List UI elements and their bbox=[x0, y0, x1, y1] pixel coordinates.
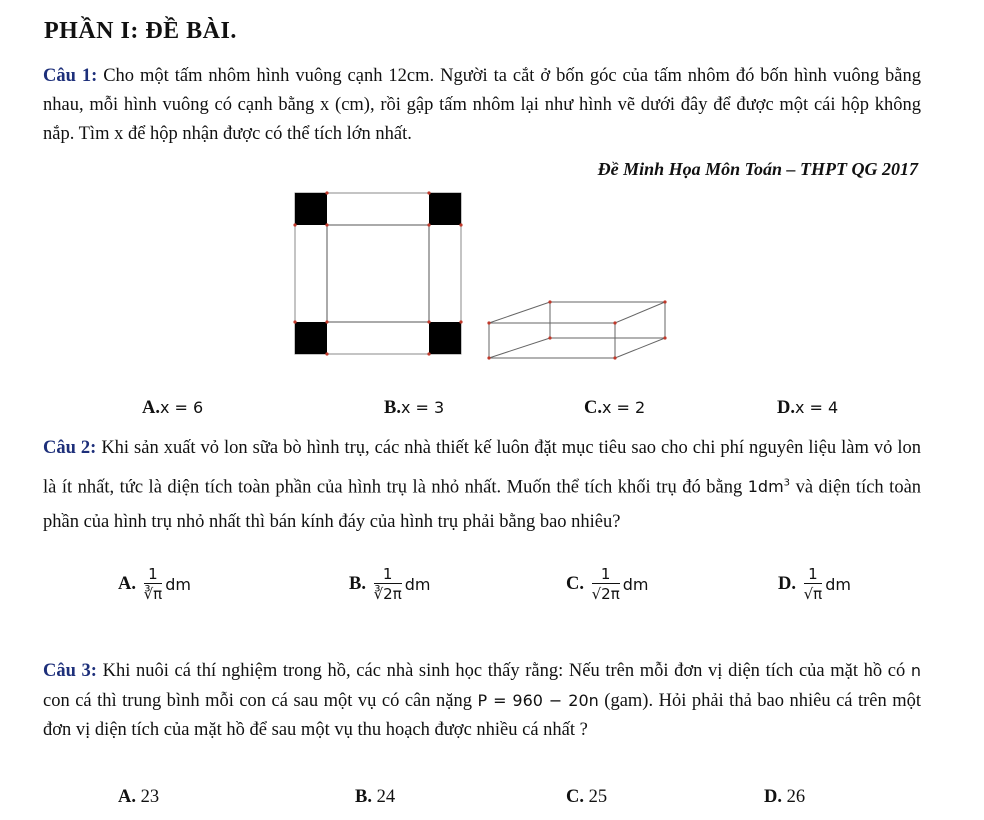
cut-corner-top-left bbox=[295, 193, 327, 225]
q1-option-a[interactable]: A.x = 6 bbox=[142, 398, 204, 418]
q3-option-d[interactable]: D. 26 bbox=[764, 787, 806, 807]
volume-value: $1dm^3$ bbox=[747, 477, 791, 497]
q2-option-c[interactable]: C. $\frac{1}{√2\pi}$ dm bbox=[566, 565, 649, 603]
question-3-text-mid: con cá thì trung bình mỗi con cá sau một vụ có cân nặng bbox=[43, 691, 472, 711]
cut-corner-bottom-right bbox=[429, 322, 461, 354]
question-1-source: Đề Minh Họa Môn Toán – THPT QG 2017 bbox=[597, 159, 918, 179]
q1-option-b[interactable]: B.x = 3 bbox=[384, 398, 445, 418]
q2-option-d[interactable]: D. $\frac{1}{√\pi}$ dm bbox=[778, 565, 851, 603]
q2-option-a-fraction: $\frac{1}{∛\pi}$ bbox=[143, 565, 163, 603]
q2-option-a[interactable]: A. $\frac{1}{∛\pi}$ dm bbox=[118, 565, 191, 603]
q1-option-d[interactable]: D.x = 4 bbox=[777, 398, 839, 418]
question-2-text-before: Khi sản xuất vỏ lon sữa bò hình trụ, các nhà thiết kế luôn đặt mục tiêu sao cho chi phí nguyên liệu làm vỏ lon là ít nhất, tức là diện tích toàn phần của hình trụ là nhỏ nhất. Muốn thể tích khối trụ đó bằng bbox=[43, 438, 922, 498]
q3-option-c[interactable]: C. 25 bbox=[566, 787, 608, 807]
question-2-text-after: và diện tích toàn phần của hình trụ nhỏ nhất thì bán kính đáy của hình trụ phải bằng bao nhiêu? bbox=[43, 477, 922, 533]
q2-option-b-fraction: $\frac{1}{∛2\pi}$ bbox=[373, 565, 402, 603]
question-1-label: Câu 1: bbox=[43, 66, 98, 86]
question-3-label: Câu 3: bbox=[43, 661, 97, 681]
question-3-text-after: (gam). Hỏi phải thả bao nhiêu cá trên một đơn vị diện tích của mặt hồ để sau một vụ thu hoạch được nhiều cá nhất ? bbox=[43, 691, 922, 740]
weight-formula: P = 960 − 20n bbox=[477, 691, 599, 710]
sheet-with-cut-corners-figure bbox=[288, 188, 468, 360]
variable-n: n bbox=[910, 661, 922, 680]
question-3 bbox=[43, 656, 921, 745]
q3-option-b[interactable]: B. 24 bbox=[355, 787, 396, 807]
q2-option-c-fraction: $\frac{1}{√2\pi}$ bbox=[591, 565, 620, 603]
open-box-figure bbox=[484, 296, 674, 364]
question-3-text-before: Khi nuôi cá thí nghiệm trong hồ, các nhà sinh học thấy rằng: Nếu trên mỗi đơn vị diện tích của mặt hồ có bbox=[102, 661, 906, 681]
q3-option-a[interactable]: A. 23 bbox=[118, 787, 160, 807]
cut-corner-top-right bbox=[429, 193, 461, 225]
question-2 bbox=[43, 431, 921, 540]
q2-option-b[interactable]: B. $\frac{1}{∛2\pi}$ dm bbox=[349, 565, 431, 603]
question-1 bbox=[43, 62, 921, 149]
cut-corner-bottom-left bbox=[295, 322, 327, 354]
q1-option-c[interactable]: C.x = 2 bbox=[584, 398, 646, 418]
question-1-text: Cho một tấm nhôm hình vuông cạnh 12cm. Người ta cắt ở bốn góc của tấm nhôm đó bốn hình vuông bằng nhau, mỗi hình vuông có cạnh bằng x (cm), rồi gập tấm nhôm lại như hình vẽ dưới đây để được một cái hộp không nắp. Tìm x để hộp nhận được có thể tích lớn nhất. bbox=[43, 66, 922, 144]
section-title: PHẦN I: ĐỀ BÀI. bbox=[44, 18, 237, 44]
question-2-label: Câu 2: bbox=[43, 438, 97, 458]
q2-option-d-fraction: $\frac{1}{√\pi}$ bbox=[803, 565, 823, 603]
